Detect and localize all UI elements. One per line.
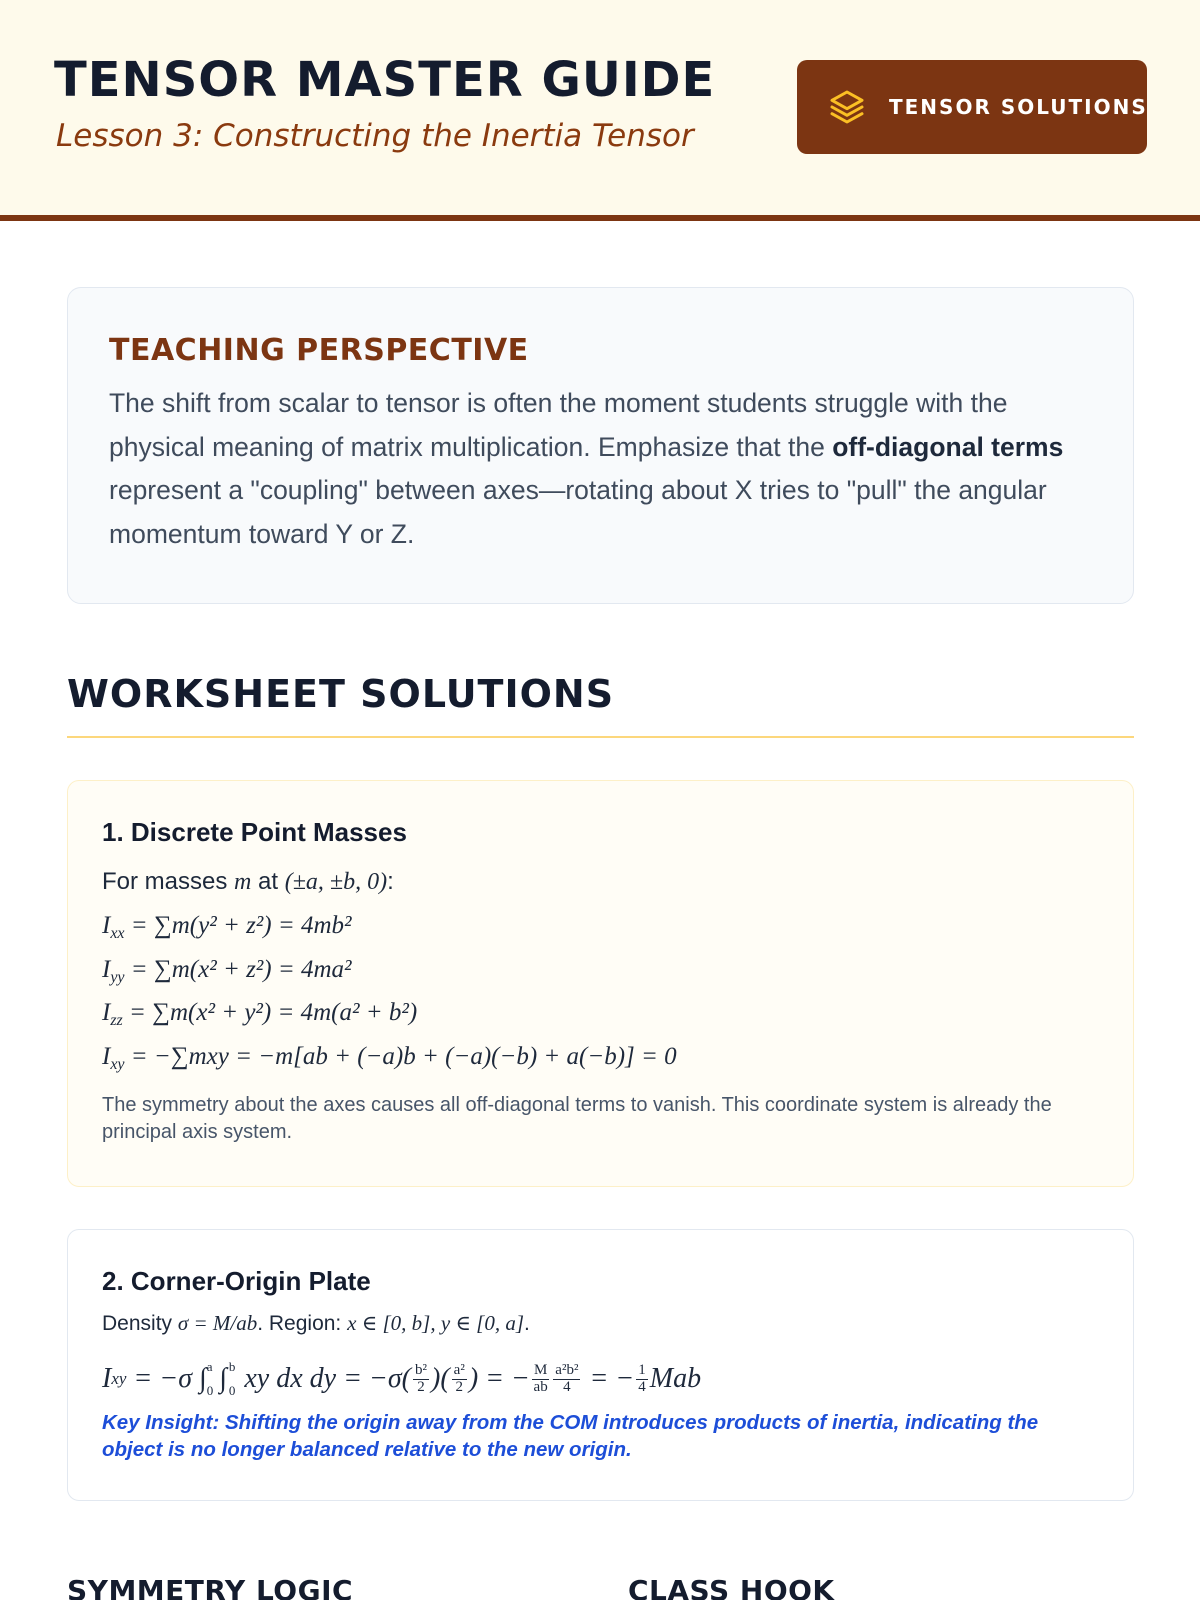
equation-ixx: $I_{xx} = \sum m(y^2 + z^2) = 4mb^2$ bbox=[102, 912, 352, 942]
equation-izz: $I_{zz} = \sum m(x^2 + y^2) = 4m(a^2 + b^2)$ bbox=[102, 999, 418, 1029]
frac-a2b2-over-4: $\frac{\text{a²b²}}{4}$ bbox=[555, 1361, 579, 1395]
equation-iyy: $I_{yy} = \sum m(x^2 + z^2) = 4ma^2$ bbox=[102, 955, 352, 986]
problem-1-lead: For masses m at (±a, ±b, 0): bbox=[102, 868, 394, 895]
guide-title: TENSOR MASTER GUIDE bbox=[54, 52, 716, 108]
equation-ixy-plate: I xy = −σ ∫ a 0 ∫ b 0 xy dx dy = −σ( $\frac{\text{b²}}{2}$ )( $\frac{\text{a²}}{2}$ ) = − $\frac{M}{ab}$ $\frac{\text{a²b²}}{4}$ = − $\frac{1}{4}$ Mab bbox=[102, 1359, 702, 1398]
problem-2-density: Density σ = M/ab. Region: x ∈ [0, b], y ∈ [0, a]. bbox=[102, 1311, 530, 1335]
problem-1-title: 1. Discrete Point Masses bbox=[102, 817, 407, 847]
perspective-text: The shift from scalar to tensor is often the moment students struggle with the physical meaning of matrix multiplication. Emphasize that the off-diagonal terms represent a "coupling" between axes—rotating about X tries to "pull" the angular momentum toward Y or Z. bbox=[109, 388, 1064, 549]
tensor-solutions-badge[interactable] bbox=[797, 60, 1147, 154]
problem-1-note: The symmetry about the axes causes all off-diagonal terms to vanish. This coordinate system is already the principal axis system. bbox=[102, 1094, 1052, 1143]
worksheet-heading: WORKSHEET SOLUTIONS bbox=[67, 672, 615, 716]
key-insight: Key Insight: Shifting the origin away from the COM introduces products of inertia, indicating the object is no longer balanced relative to the new origin. bbox=[102, 1411, 1039, 1461]
frac-m-over-ab: $\frac{M}{ab}$ bbox=[533, 1361, 548, 1395]
problem-1-card bbox=[67, 780, 1134, 1187]
lesson-subtitle: Lesson 3: Constructing the Inertia Tensor bbox=[56, 118, 694, 154]
problem-2-title: 2. Corner-Origin Plate bbox=[102, 1266, 371, 1296]
problem-2-card bbox=[67, 1229, 1134, 1501]
worksheet-divider bbox=[67, 736, 1134, 738]
frac-a2-over-2: $\frac{\text{a²}}{2}$ bbox=[453, 1361, 465, 1395]
page-header bbox=[0, 0, 1200, 221]
badge-label: TENSOR SOLUTIONS bbox=[889, 95, 1148, 119]
symmetry-logic-heading: SYMMETRY LOGIC bbox=[67, 1574, 354, 1600]
teaching-perspective-card bbox=[67, 287, 1134, 604]
equation-ixy: $I_{xy} = -\sum mxy = -m[ab + (-a)b + (-a)(-b) + a(-b)] = 0$ bbox=[102, 1042, 677, 1073]
frac-b2-over-2: $\frac{\text{b²}}{2}$ bbox=[415, 1361, 428, 1395]
frac-one-quarter: $\frac{1}{4}$ bbox=[638, 1361, 646, 1395]
layers-icon bbox=[827, 87, 867, 127]
perspective-heading: TEACHING PERSPECTIVE bbox=[109, 333, 529, 368]
perspective-emphasis: off-diagonal terms bbox=[832, 431, 1064, 462]
class-hook-heading: CLASS HOOK bbox=[628, 1574, 835, 1600]
